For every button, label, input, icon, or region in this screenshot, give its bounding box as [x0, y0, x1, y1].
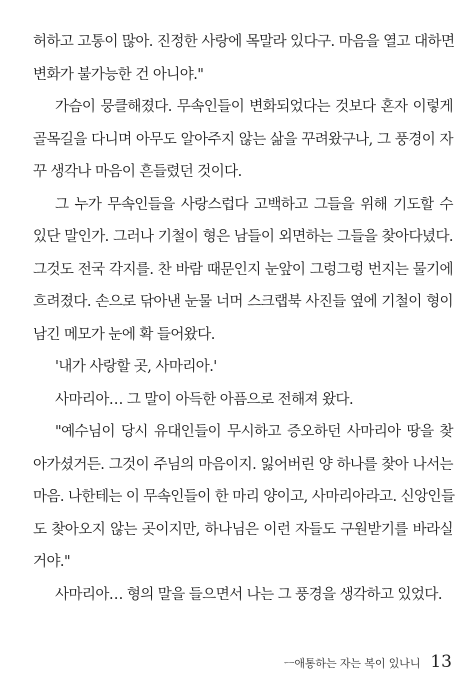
running-footer-title: ㅡ애통하는 자는 복이 있나니 — [283, 657, 421, 670]
text-line-10: 남긴 메모가 눈에 확 들어왔다. — [33, 326, 215, 343]
text-line-5: 꾸 생각나 마음이 흔들렸던 것이다. — [33, 164, 242, 180]
text-line-12: 사마리아… 그 말이 아득한 아픔으로 전해져 왔다. — [55, 391, 354, 408]
text-line-1: 허하고 고통이 많아. 진정한 사랑에 목말라 있다구. 마음을 열고 대하면 — [33, 34, 455, 50]
page-footer — [284, 652, 452, 672]
text-line-11: '내가 사랑할 곳, 사마리아.' — [55, 359, 217, 375]
page-number: 13 — [430, 652, 452, 672]
text-line-8: 그것도 전국 각지를. 찬 바람 때문인지 눈앞이 그렁그렁 번지는 물기에 — [33, 261, 453, 278]
text-line-14: 아가셨거든. 그것이 주님의 마음이지. 잃어버린 양 하나를 찾아 나서는 — [33, 456, 453, 473]
text-line-15: 마음. 나한테는 이 무속인들이 한 마리 양이고, 사마리아라고. 신앙인들 — [33, 489, 455, 505]
text-line-16: 도 찾아오지 않는 곳이지만, 하나님은 이런 자들도 구원받기를 바라실 — [33, 521, 453, 538]
text-line-18: 사마리아… 형의 말을 들으면서 나는 그 풍경을 생각하고 있었다. — [55, 586, 442, 603]
text-line-9: 흐려졌다. 손으로 닦아낸 눈물 너머 스크랩북 사진들 옆에 기철이 형이 — [33, 294, 453, 310]
text-line-4: 골목길을 다니며 아무도 알아주지 않는 삶을 꾸려왔구나, 그 풍경이 자 — [33, 131, 453, 148]
text-line-6: 그 누가 무속인들을 사랑스럽다 고백하고 그들을 위해 기도할 수 — [55, 196, 453, 213]
text-line-7: 있단 말인가. 그러나 기철이 형은 남들이 외면하는 그들을 찾아다녔다. — [33, 229, 453, 245]
text-line-13: "예수님이 당시 유대인들이 무시하고 증오하던 사마리아 땅을 찾 — [55, 424, 453, 440]
text-line-2: 변화가 불가능한 건 아니야." — [33, 66, 204, 83]
body-text — [33, 26, 453, 611]
text-line-3: 가슴이 뭉클해졌다. 무속인들이 변화되었다는 것보다 혼자 이렇게 — [55, 99, 453, 115]
text-line-17: 거야." — [33, 554, 71, 570]
